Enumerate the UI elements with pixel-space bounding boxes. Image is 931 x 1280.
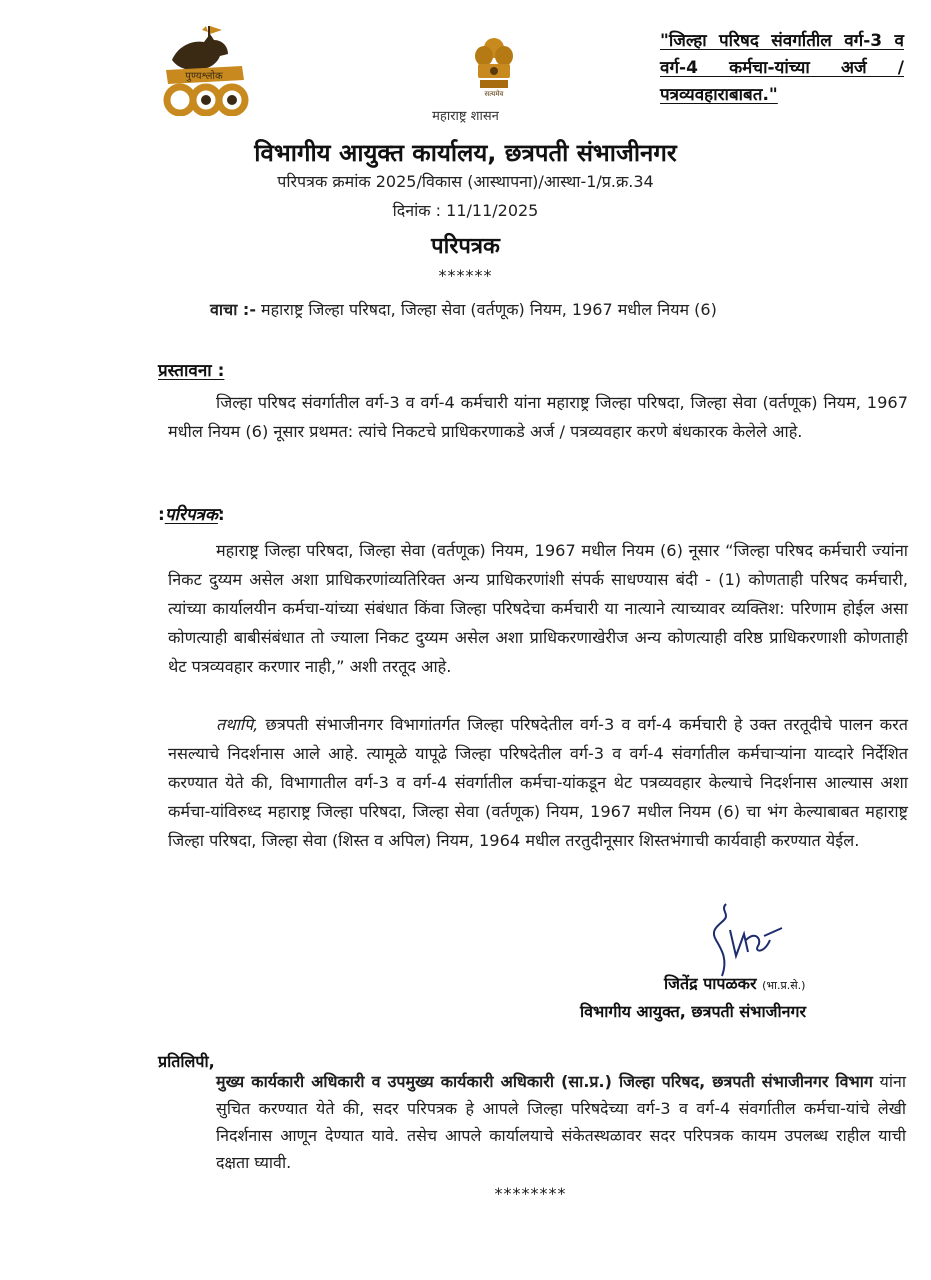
circular-paragraph-2-lead: तथापि, (216, 715, 259, 734)
read-text: महाराष्ट्र जिल्हा परिषदा, जिल्हा सेवा (वर्तणूक) नियम, 1967 मधील नियम (6) (255, 300, 717, 319)
circular-heading (158, 502, 225, 525)
read-label: वाचा :- (210, 300, 256, 319)
state-emblem-icon (470, 36, 518, 98)
signatory-suffix: (भा.प्र.से.) (762, 979, 806, 992)
commemorative-logo (158, 26, 250, 116)
copy-paragraph (216, 1068, 906, 1176)
copy-heading: प्रतिलिपी, (158, 1052, 215, 1071)
circular-paragraph-1: महाराष्ट्र जिल्हा परिषदा, जिल्हा सेवा (वर्तणूक) नियम, 1967 मधील नियम (6) नूसार “जिल्हा परिषद कर्मचारी ज्यांना निकट दुय्यम असेल अशा प्राधिकरणांव्यतिरिक्त अन्य प्राधिकरणांशी संपर्क साधण्यास बंदी - (1) कोणताही परिषद कर्मचारी, त्यांच्या कार्यालयीन कर्मचा-यांच्या संबंधात किंवा जिल्हा परिषदेचा कर्मचारी या नात्याने त्याच्यावर व्यक्तिश: परिणाम होईल असा कोणत्याही बाबीसंबंधात तो ज्याला निकट दुय्यम असेल अशा प्राधिकरणाखेरीज अन्य कोणत्याही वरिष्ठ प्राधिकरणाशी कोणताही थेट पत्रव्यवहार करणार नाही,” अशी तरतूद आहे. (168, 541, 908, 676)
preamble-heading (158, 358, 224, 381)
government-label: महाराष्ट्र शासन (432, 109, 499, 124)
svg-text:पुण्यश्लोक: पुण्यश्लोक (185, 71, 223, 82)
copy-text: यांना सुचित करण्यात येते की, सदर परिपत्रक हे आपले जिल्हा परिषदेच्या वर्ग-3 व वर्ग-4 संवर्गातील कर्मचा-यांचे लेखी निदर्शनास आणून देण्यात यावे. तसेच आपले कार्यालयाचे संकेतस्थळावर सदर परिपत्रक कायम उपलब्ध राहील याची दक्षता घ्यावी. (216, 1072, 906, 1172)
circular-paragraph-2 (168, 710, 908, 855)
document-type: परिपत्रक (431, 234, 500, 259)
preamble-heading-text: प्रस्तावना : (158, 361, 225, 381)
reference-number: परिपत्रक क्रमांक 2025/विकास (आस्थापना)/आस्था-1/प्र.क्र.34 (277, 172, 654, 191)
signatory-designation: विभागीय आयुक्त, छत्रपती संभाजीनगर (580, 1002, 807, 1021)
signatory-name (664, 972, 805, 994)
circular-heading-text: परिपत्रक (164, 505, 218, 525)
circular-heading-prefix: : (158, 505, 165, 525)
closing-stars: ******** (494, 1184, 567, 1203)
copy-addressee: मुख्य कार्यकारी अधिकारी व उपमुख्य कार्यकारी अधिकारी (सा.प्र.) जिल्हा परिषद, छत्रपती संभाजीनगर विभाग (216, 1072, 873, 1091)
preamble-paragraph: जिल्हा परिषद संवर्गातील वर्ग-3 व वर्ग-4 कर्मचारी यांना महाराष्ट्र जिल्हा परिषदा, जिल्हा सेवा (वर्तणूक) नियम, 1967 मधील नियम (6) नूसार प्रथमत: त्यांचे निकटचे प्राधिकरणाकडे अर्ज / पत्रव्यवहार करणे बंधकारक केलेले आहे. (168, 393, 908, 441)
subject-heading: "जिल्हा परिषद संवर्गातील वर्ग-3 व वर्ग-4 कर्मचा-यांच्या अर्ज / पत्रव्यवहाराबाबत." (660, 31, 904, 105)
office-title: विभागीय आयुक्त कार्यालय, छत्रपती संभाजीनगर (254, 139, 677, 167)
separator-stars: ****** (438, 266, 493, 285)
circular-paragraph-2-text: छत्रपती संभाजीनगर विभागांतर्गत जिल्हा परिषदेतील वर्ग-3 व वर्ग-4 कर्मचारी हे उक्त तरतूदीचे पालन करत नसल्याचे निदर्शनास आले आहे. त्यामूळे यापूढे जिल्हा परिषदेतील वर्ग-3 व वर्ग-4 संवर्गातील कर्मचाऱ्यांना याव्दारे निर्देशित करण्यात येते की, विभागातील वर्ग-3 व वर्ग-4 संवर्गातील कर्मचा-यांकडून थेट पत्रव्यवहार केल्याचे निदर्शनास आल्यास अशा कर्मचा-यांविरुध्द महाराष्ट्र जिल्हा परिषदा, जिल्हा सेवा (वर्तणूक) नियम, 1967 मधील नियम (6) चा भंग केल्याबाबत महाराष्ट्र जिल्हा परिषदा, जिल्हा सेवा (शिस्त व अपिल) नियम, 1964 मधील तरतुदीनूसार शिस्तभंगाची कार्यवाही करण्यात येईल. (168, 715, 908, 850)
signatory-name-text: जितेंद्र पापळकर (664, 974, 757, 993)
read-reference (210, 298, 717, 320)
svg-text:सत्यमेव: सत्यमेव (484, 90, 504, 98)
date-line: दिनांक : 11/11/2025 (392, 201, 539, 220)
handwritten-signature (700, 900, 796, 980)
circular-heading-suffix: : (217, 505, 225, 525)
